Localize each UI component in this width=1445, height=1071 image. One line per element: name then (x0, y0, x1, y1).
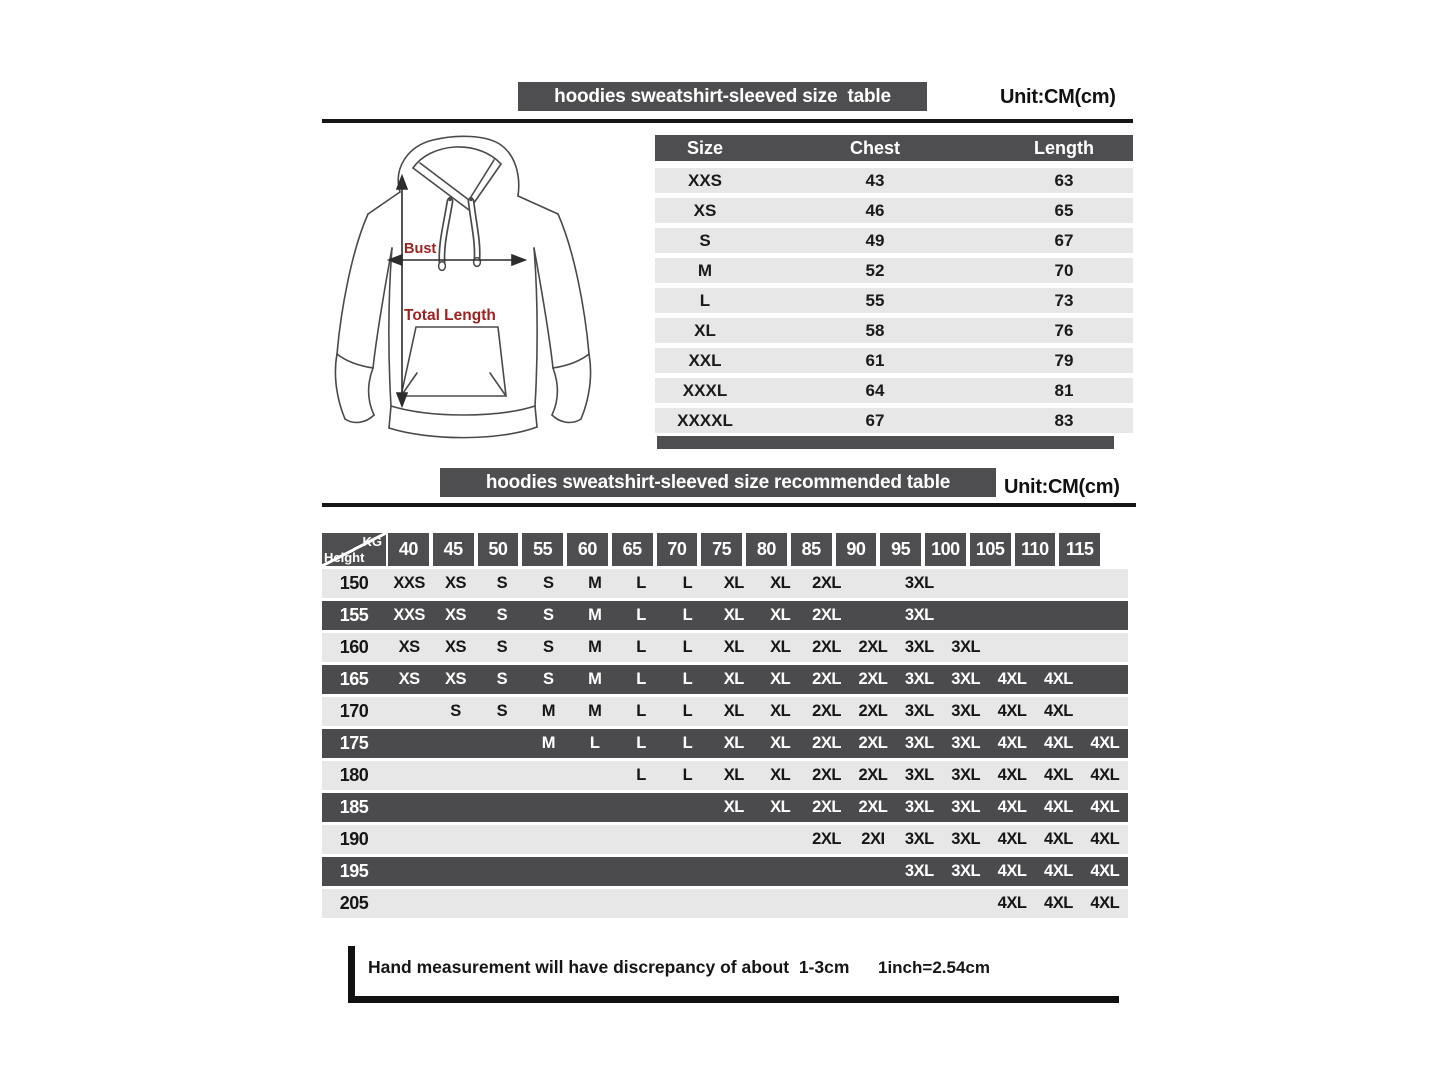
size-table-row (655, 378, 1133, 403)
size-cell: XXXXL (677, 410, 733, 430)
matrix-row (322, 601, 1128, 630)
chest-cell: 64 (865, 380, 885, 400)
chest-cell: 58 (865, 320, 885, 340)
weight-header-cell: 90 (836, 533, 877, 566)
size-recommendation-cell: L (636, 734, 646, 752)
unit-label-bottom: Unit:CM(cm) (1004, 476, 1120, 498)
total-length-label: Total Length (404, 307, 496, 324)
size-recommendation-cell: L (636, 702, 646, 720)
size-recommendation-cell: S (496, 606, 508, 624)
weight-header-cell: 115 (1059, 533, 1100, 566)
size-recommendation-cell: 3XL (951, 830, 981, 848)
size-recommendation-cell: 2XL (858, 702, 888, 720)
chest-cell: 46 (865, 200, 885, 220)
size-recommendation-cell: 4XL (1090, 862, 1120, 880)
size-recommendation-cell: 3XL (904, 574, 934, 592)
matrix-body (322, 569, 1128, 921)
hoodie-diagram (330, 130, 620, 460)
size-recommendation-cell: 2XL (858, 670, 888, 688)
size-recommendation-cell: 2XL (812, 734, 841, 752)
size-cell: XL (694, 320, 716, 340)
size-recommendation-cell: L (636, 606, 646, 624)
size-recommendation-cell: 3XL (951, 702, 981, 720)
size-recommendation-cell: 2XL (812, 766, 841, 784)
size-recommendation-cell: 2XL (812, 798, 841, 816)
size-recommendation-cell: S (496, 574, 508, 592)
weight-header-cell: 70 (657, 533, 698, 566)
size-recommendation-cell: XL (723, 702, 744, 720)
length-cell: 70 (1054, 260, 1074, 280)
size-table-row (655, 258, 1133, 283)
size-table-row (655, 348, 1133, 373)
size-recommendation-cell: L (636, 638, 646, 656)
size-recommendation-cell: M (541, 702, 555, 720)
size-recommendation-cell: XL (770, 798, 791, 816)
size-recommendation-cell: L (682, 734, 693, 752)
size-recommendation-cell: 3XL (904, 702, 934, 720)
size-table-row (655, 408, 1133, 433)
matrix-row (322, 697, 1128, 726)
size-recommendation-cell: XL (770, 638, 791, 656)
weight-header-cell: 80 (746, 533, 787, 566)
size-table-row (655, 198, 1133, 223)
matrix-row (322, 761, 1128, 790)
size-recommendation-cell: 3XL (904, 862, 934, 880)
size-cell: XXXL (682, 380, 728, 400)
size-table (655, 135, 1133, 438)
column-header-chest: Chest (849, 137, 900, 158)
chest-cell: 61 (865, 350, 885, 370)
size-recommendation-cell: 2XL (812, 606, 841, 624)
size-recommendation-cell: 3XL (951, 670, 981, 688)
size-recommendation-cell: L (636, 766, 646, 784)
height-label: 180 (339, 765, 369, 785)
weight-header-cell: 65 (612, 533, 653, 566)
corner-height-label: Height (324, 550, 365, 565)
recommended-table-title: hoodies sweatshirt-sleeved size recommended table (440, 468, 996, 497)
size-recommendation-cell: 4XL (1090, 830, 1120, 848)
height-label: 170 (339, 701, 369, 721)
unit-label-top: Unit:CM(cm) (1000, 86, 1116, 108)
size-recommendation-cell: 4XL (997, 670, 1027, 688)
size-recommendation-cell: 3XL (904, 606, 934, 624)
size-recommendation-cell: 4XL (997, 798, 1027, 816)
size-recommendation-cell: S (450, 702, 461, 720)
size-recommendation-cell: 4XL (1090, 894, 1120, 912)
chest-cell: 67 (865, 410, 885, 430)
size-cell: M (697, 260, 713, 280)
size-recommendation-cell: 4XL (997, 830, 1027, 848)
measurement-note: Hand measurement will have discrepancy of about 1-3cm (368, 957, 850, 977)
size-recommendation-cell: 4XL (1090, 766, 1120, 784)
total-length-arrow (397, 176, 407, 406)
length-cell: 73 (1054, 290, 1074, 310)
size-recommendation-cell: M (588, 702, 602, 720)
size-recommendation-cell: XL (723, 606, 744, 624)
hood-inner-fold (420, 160, 494, 200)
matrix-row (322, 569, 1128, 598)
size-recommendation-cell: XS (445, 638, 467, 656)
size-recommendation-cell: 2XL (858, 798, 888, 816)
kg-height-corner-cell (322, 533, 386, 566)
size-recommendation-cell: XXS (393, 606, 425, 624)
column-header-length: Length (1034, 137, 1094, 158)
size-recommendation-cell: XL (770, 606, 791, 624)
size-recommendation-cell: 4XL (1044, 766, 1073, 784)
weight-header-cell: 60 (567, 533, 608, 566)
size-recommendation-cell: L (682, 638, 693, 656)
size-recommendation-cell: L (589, 734, 600, 752)
size-cell: S (699, 230, 711, 250)
size-recommendation-cell: 4XL (997, 734, 1027, 752)
size-recommendation-cell: S (496, 670, 508, 688)
size-recommendation-cell: XL (770, 670, 791, 688)
size-recommendation-cell: XL (723, 798, 744, 816)
size-recommendation-cell: 4XL (997, 894, 1027, 912)
size-recommendation-cell: 2XL (812, 670, 841, 688)
size-recommendation-cell: S (543, 606, 554, 624)
height-label: 190 (339, 829, 369, 849)
size-recommendation-cell: 4XL (1044, 670, 1073, 688)
size-table-row (655, 288, 1133, 313)
size-table-header (655, 135, 1133, 161)
inch-conversion-note: 1inch=2.54cm (878, 958, 990, 977)
size-recommendation-cell: XL (723, 734, 744, 752)
size-recommendation-cell: M (588, 606, 602, 624)
size-recommendation-cell: 3XL (904, 798, 934, 816)
size-cell: L (699, 290, 711, 310)
corner-kg-label: KG (362, 534, 382, 549)
length-cell: 63 (1054, 170, 1074, 190)
height-label: 150 (339, 573, 369, 593)
size-recommendation-cell: S (496, 702, 508, 720)
weight-header-cell: 45 (433, 533, 474, 566)
size-recommendation-cell: 3XL (904, 734, 934, 752)
size-recommendation-cell: 3XL (904, 766, 934, 784)
matrix-row (322, 825, 1128, 854)
size-recommendation-cell: XXS (393, 574, 425, 592)
height-label: 205 (339, 893, 369, 913)
matrix-row (322, 729, 1128, 758)
bust-label: Bust (404, 241, 437, 257)
size-recommendation-cell: 3XL (904, 670, 934, 688)
size-recommendation-cell: 3XL (951, 734, 981, 752)
divider-top (322, 119, 1133, 123)
size-cell: XXS (687, 170, 723, 190)
footer-vertical-bar (348, 946, 355, 1003)
length-cell: 65 (1054, 200, 1074, 220)
size-recommendation-cell: 4XL (997, 702, 1027, 720)
size-table-end-bar (657, 436, 1114, 449)
size-recommendation-cell: 3XL (904, 638, 934, 656)
size-recommendation-cell: 2XL (858, 638, 888, 656)
size-recommendation-cell: XL (723, 766, 744, 784)
weight-header-cell: 85 (791, 533, 832, 566)
size-recommendation-cell: S (543, 670, 554, 688)
size-table-body (655, 168, 1133, 433)
hood-rim (413, 147, 501, 168)
size-cell: XS (693, 200, 717, 220)
size-recommendation-cell: 2XL (812, 574, 841, 592)
height-label: 165 (339, 669, 369, 689)
size-recommendation-cell: XS (445, 574, 467, 592)
size-recommendation-cell: 3XL (951, 638, 981, 656)
size-recommendation-cell: L (682, 702, 693, 720)
size-recommendation-cell: XS (445, 606, 467, 624)
size-recommendation-cell: S (496, 638, 508, 656)
size-recommendation-cell: 3XL (951, 766, 981, 784)
weight-header-cell: 55 (522, 533, 563, 566)
weight-header-cell: 75 (701, 533, 742, 566)
length-cell: 81 (1054, 380, 1074, 400)
size-recommendation-cell: 4XL (1090, 798, 1120, 816)
size-table-row (655, 318, 1133, 343)
length-cell: 79 (1054, 350, 1074, 370)
chest-cell: 52 (865, 260, 885, 280)
size-recommendation-cell: L (682, 766, 693, 784)
height-label: 155 (339, 605, 369, 625)
size-recommendation-cell: 4XL (1044, 862, 1073, 880)
size-recommendation-cell: 2XL (858, 766, 888, 784)
matrix-row (322, 857, 1128, 886)
size-recommendation-cell: 2XI (861, 830, 885, 848)
size-recommendation-cell: L (636, 574, 646, 592)
weight-header-cell: 40 (388, 533, 429, 566)
chest-cell: 49 (865, 230, 885, 250)
size-recommendation-cell: M (588, 574, 602, 592)
size-table-title: hoodies sweatshirt-sleeved size table (518, 82, 927, 111)
weight-header-cell: 110 (1015, 533, 1056, 566)
size-recommendation-cell: XL (770, 766, 791, 784)
size-cell: XXL (688, 350, 722, 370)
divider-bottom (322, 503, 1136, 507)
weight-header-row (322, 533, 1102, 566)
weight-header-cell: 105 (970, 533, 1011, 566)
size-recommendation-cell: L (682, 670, 693, 688)
size-recommendation-cell: 4XL (1044, 798, 1073, 816)
size-recommendation-cell: XS (398, 638, 420, 656)
weight-header-cell: 95 (880, 533, 921, 566)
size-recommendation-cell: 4XL (1044, 702, 1073, 720)
chest-cell: 55 (865, 290, 885, 310)
size-recommendation-cell: M (588, 670, 602, 688)
matrix-row (322, 665, 1128, 694)
size-recommendation-cell: 4XL (1090, 734, 1120, 752)
size-recommendation-cell: XS (398, 670, 420, 688)
column-header-size: Size (686, 137, 724, 158)
size-recommendation-cell: 4XL (1044, 894, 1073, 912)
matrix-row (322, 633, 1128, 662)
pocket-outline (401, 327, 506, 396)
size-table-row (655, 228, 1133, 253)
length-cell: 67 (1054, 230, 1074, 250)
size-recommendation-cell: 2XL (812, 702, 841, 720)
size-recommendation-cell: M (588, 638, 602, 656)
size-recommendation-cell: 2XL (812, 638, 841, 656)
size-recommendation-cell: XS (445, 670, 467, 688)
size-recommendation-cell: 4XL (997, 766, 1027, 784)
weight-header-cell: 100 (925, 533, 966, 566)
size-recommendation-cell: 2XL (812, 830, 841, 848)
size-recommendation-cell: 3XL (904, 830, 934, 848)
size-recommendation-cell: S (543, 574, 554, 592)
length-cell: 83 (1054, 410, 1074, 430)
size-recommendation-cell: 4XL (1044, 734, 1073, 752)
matrix-row (322, 793, 1128, 822)
matrix-row (322, 889, 1128, 918)
size-recommendation-cell: S (543, 638, 554, 656)
size-recommendation-cell: 2XL (858, 734, 888, 752)
size-recommendation-cell: XL (770, 574, 791, 592)
size-recommendation-cell: L (682, 574, 693, 592)
height-label: 195 (339, 861, 369, 881)
size-recommendation-cell: 4XL (1044, 830, 1073, 848)
length-cell: 76 (1054, 320, 1074, 340)
height-label: 185 (339, 797, 369, 817)
hood-outline (398, 136, 518, 196)
chest-cell: 43 (865, 170, 885, 190)
weight-header-cell: 50 (478, 533, 519, 566)
size-recommendation-cell: XL (770, 734, 791, 752)
size-recommendation-cell: XL (723, 670, 744, 688)
size-recommendation-cell: 4XL (997, 862, 1027, 880)
height-label: 175 (339, 733, 369, 753)
size-recommendation-cell: L (682, 606, 693, 624)
size-recommendation-cell: 3XL (951, 798, 981, 816)
size-recommendation-cell: M (541, 734, 555, 752)
size-recommendation-cell: XL (723, 638, 744, 656)
size-table-row (655, 168, 1133, 193)
size-recommendation-cell: XL (723, 574, 744, 592)
size-recommendation-cell: L (636, 670, 646, 688)
footer-horizontal-bar (348, 996, 1119, 1003)
size-recommendation-cell: 3XL (951, 862, 981, 880)
size-recommendation-cell: XL (770, 702, 791, 720)
height-label: 160 (339, 637, 369, 657)
